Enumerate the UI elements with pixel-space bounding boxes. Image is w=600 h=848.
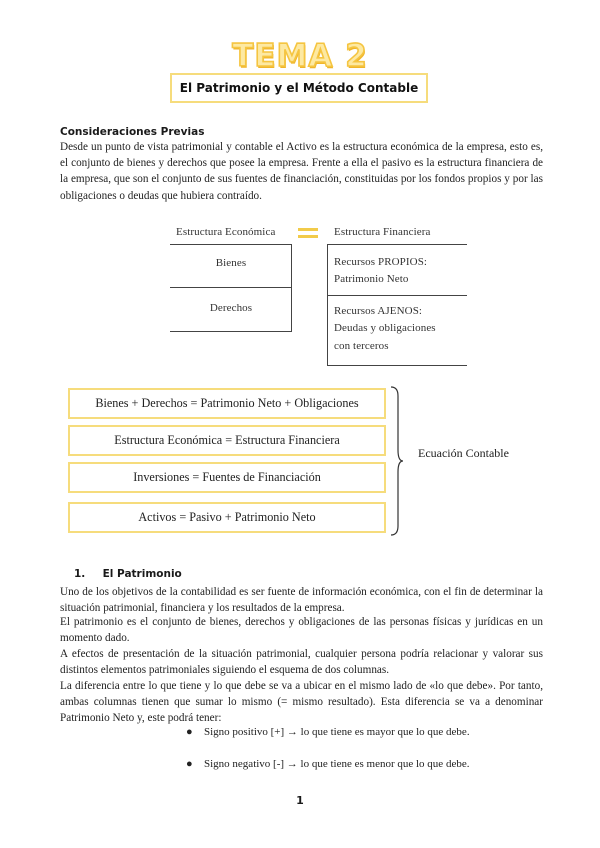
document-subtitle: El Patrimonio y el Método Contable bbox=[170, 73, 428, 103]
equation-box-2: Estructura Económica = Estructura Financiera bbox=[68, 425, 386, 456]
diagram-left-divider bbox=[170, 287, 292, 288]
bullet-dot-icon: ● bbox=[186, 758, 193, 770]
bullet-signo-positivo bbox=[186, 726, 470, 738]
equation-box-4: Activos = Pasivo + Patrimonio Neto bbox=[68, 502, 386, 533]
section-1-heading bbox=[74, 568, 182, 580]
section-1-paragraph-4: La diferencia entre lo que tiene y lo que debe se va a ubicar en el mismo lado de «lo que debe». Por tanto, ambas columnas tienen que sumar lo mismo (= mismo resultado). Esta diferencia se va a denominar Patrimonio Neto y, este podrá tener: bbox=[60, 680, 543, 725]
diagram-right-divider bbox=[327, 295, 467, 296]
bullet-signo-positivo-text: Signo positivo [+] → lo que tiene es mayor que lo que debe. bbox=[204, 726, 470, 738]
equation-box-3: Inversiones = Fuentes de Financiación bbox=[68, 462, 386, 493]
section-1-paragraph-3: A efectos de presentación de la situación patrimonial, cualquier persona podría relacionar y valorar sus distintos elementos patrimoniales siguiendo el esquema de dos columnas. bbox=[60, 648, 543, 677]
section-1-title: El Patrimonio bbox=[102, 568, 182, 580]
diagram-right-bottom-line bbox=[327, 365, 467, 366]
consideraciones-paragraph: Desde un punto de vista patrimonial y contable el Activo es la estructura económica de la empresa, esto es, el conjunto de bienes y derechos que posee la empresa. Frente a ella el pasivo es la estructura financiera de la empresa, que son el conjunto de sus fuentes de financiación, constituidas por los fondos propios y por las obligaciones o deudas que hubiera contraído. bbox=[60, 141, 543, 202]
section-1-paragraph-1: Uno de los objetivos de la contabilidad es ser fuente de información económica, con el fin de determinar la situación patrimonial, financiera y los resultados de la empresa. bbox=[60, 586, 543, 615]
bullet-signo-negativo-text: Signo negativo [-] → lo que tiene es menor que lo que debe. bbox=[204, 758, 470, 770]
equals-sign-bottom-bar bbox=[298, 235, 318, 238]
patrimonio-neto-label: Patrimonio Neto bbox=[334, 273, 409, 285]
equals-sign-top-bar bbox=[298, 228, 318, 231]
diagram-left-bottom-line bbox=[170, 331, 292, 332]
diagram-left-item-bienes: Bienes bbox=[215, 257, 247, 269]
diagram-left-top-line bbox=[170, 244, 292, 245]
diagram-left-header: Estructura Económica bbox=[176, 226, 276, 238]
document-title: TEMA 2 bbox=[232, 38, 368, 74]
curly-brace-icon bbox=[390, 386, 404, 536]
ecuacion-contable-label: Ecuación Contable bbox=[418, 446, 509, 460]
page-number: 1 bbox=[296, 794, 304, 807]
diagram-left-item-derechos: Derechos bbox=[209, 302, 253, 314]
diagram-right-left-border bbox=[327, 244, 328, 366]
con-terceros-label: con terceros bbox=[334, 340, 389, 352]
recursos-ajenos-label: Recursos AJENOS: bbox=[334, 305, 423, 317]
bullet-dot-icon: ● bbox=[186, 726, 193, 738]
section-1-paragraph-2: El patrimonio es el conjunto de bienes, derechos y obligaciones de las personas físicas y jurídicas en un momento dado. bbox=[60, 616, 543, 645]
consideraciones-heading: Consideraciones Previas bbox=[60, 126, 205, 138]
deudas-obligaciones-label: Deudas y obligaciones bbox=[334, 322, 436, 334]
diagram-right-top-line bbox=[327, 244, 467, 245]
recursos-propios-label: Recursos PROPIOS: bbox=[334, 256, 428, 268]
section-1-number: 1. bbox=[74, 568, 86, 580]
bullet-signo-negativo bbox=[186, 758, 469, 770]
diagram-right-header: Estructura Financiera bbox=[334, 226, 431, 238]
equation-box-1: Bienes + Derechos = Patrimonio Neto + Obligaciones bbox=[68, 388, 386, 419]
